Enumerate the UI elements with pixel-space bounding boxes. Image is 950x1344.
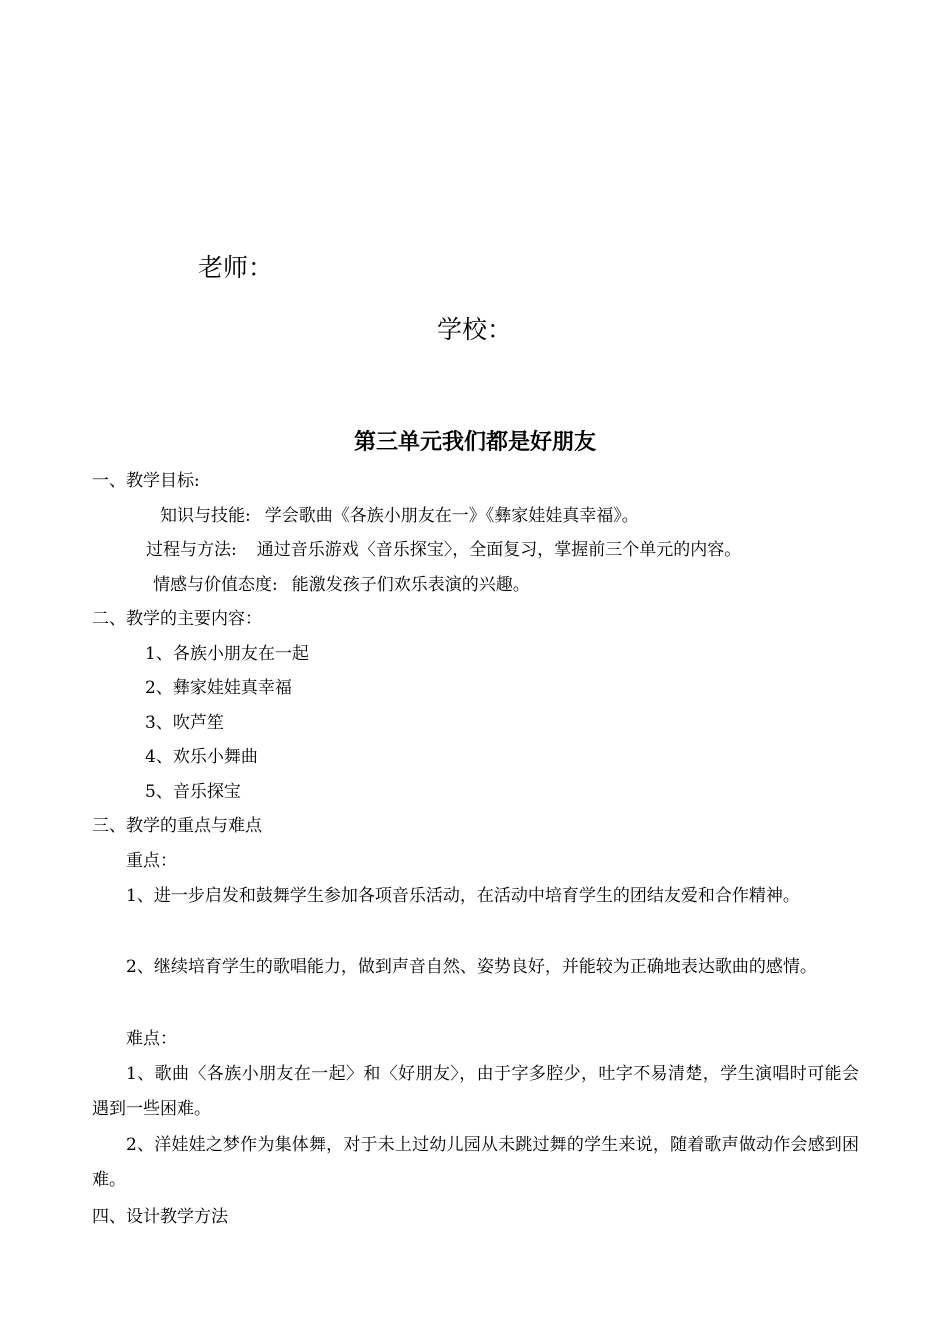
content-item: 3、吹芦笙: [145, 713, 224, 733]
goal-knowledge-text: 学会歌曲《各族小朋友在一》《彝家娃娃真幸福》。: [264, 506, 639, 526]
goal-emotion-label: 情感与价值态度:: [153, 575, 278, 595]
difficulty-point-2: 2、洋娃娃之梦作为集体舞，对于未上过幼儿园从未跳过舞的学生来说，随着歌声做动作会感到困难。: [92, 1135, 859, 1190]
goal-process: [146, 538, 741, 562]
goal-process-label: 过程与方法:: [146, 540, 237, 560]
section-methods-heading: 四、设计教学方法: [92, 1207, 228, 1227]
section-goals-heading: 一、教学目标:: [92, 471, 200, 491]
goal-emotion: [153, 573, 530, 597]
teacher-label: 老师：: [198, 253, 274, 282]
difficulty-label: 难点：: [126, 1029, 177, 1049]
content-item: 1、各族小朋友在一起: [145, 644, 309, 664]
key-point-2: 2、继续培育学生的歌唱能力，做到声音自然、姿势良好，并能较为正确地表达歌曲的感情。: [126, 957, 817, 977]
section-key-points-heading: 三、教学的重点与难点: [92, 816, 262, 836]
content-item: 5、音乐探宝: [145, 782, 241, 802]
content-item: 2、彝家娃娃真幸福: [145, 678, 292, 698]
school-label: 学校：: [437, 315, 513, 344]
key-label: 重点：: [126, 851, 177, 871]
goal-knowledge-label: 知识与技能:: [160, 506, 251, 526]
goal-process-text: 通过音乐游戏〈音乐探宝〉，全面复习，掌握前三个单元的内容。: [256, 540, 742, 560]
difficulty-point-1: 1、歌曲〈各族小朋友在一起〉和〈好朋友〉，由于字多腔少，吐字不易清楚，学生演唱时可能会遇到一些困难。: [92, 1064, 859, 1119]
key-point-1: 1、进一步启发和鼓舞学生参加各项音乐活动，在活动中培育学生的团结友爱和合作精神。: [126, 886, 800, 906]
content-item: 4、欢乐小舞曲: [145, 747, 258, 767]
section-content-heading: 二、教学的主要内容：: [92, 609, 262, 629]
goal-emotion-text: 能激发孩子们欢乐表演的兴趣。: [291, 575, 530, 595]
document-title: 第三单元我们都是好朋友: [353, 430, 596, 455]
goal-knowledge: [160, 504, 639, 528]
